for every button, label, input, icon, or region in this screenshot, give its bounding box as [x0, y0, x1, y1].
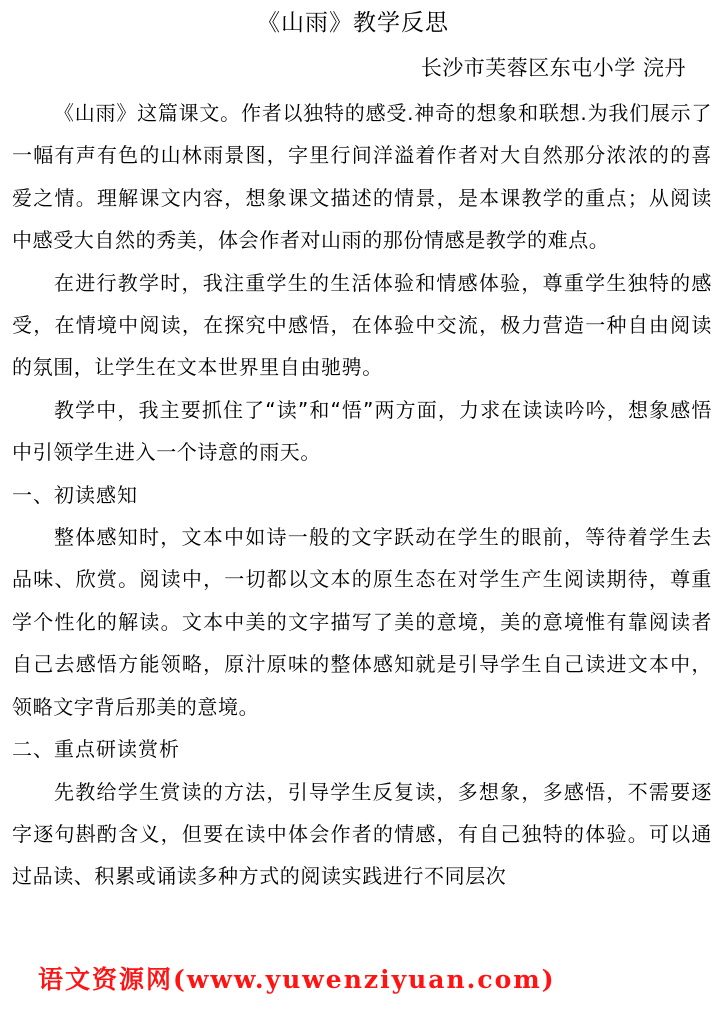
- focus-paragraph: 教学中，我主要抓住了“读”和“悟”两方面，力求在读读吟吟，想象感悟中引领学生进入一个诗意的雨天。: [12, 397, 712, 465]
- document-body: [12, 92, 712, 898]
- method-paragraph: 在进行教学时，我注重学生的生活体验和情感体验，尊重学生独特的感受，在情境中阅读，在探究中感悟，在体验中交流，极力营造一种自由阅读的氛围，让学生在文本世界里自由驰骋。: [12, 270, 712, 380]
- watermark: 语文资源网(www.yuwenziyuan.com): [38, 965, 556, 994]
- intro-paragraph: 《山雨》这篇课文。作者以独特的感受.神奇的想象和联想.为我们展示了一幅有声有色的山林雨景图，字里行间洋溢着作者对大自然那分浓浓的的喜爱之情。理解课文内容，想象课文描述的情景，是本课教学的重点；从阅读中感受大自然的秀美，体会作者对山雨的那份情感是教学的难点。: [12, 101, 712, 253]
- document-title: 《山雨》教学反思: [257, 10, 449, 36]
- section2-paragraph: 先教给学生赏读的方法，引导学生反复读，多想象，多感悟，不需要逐字逐句斟酌含义，但要在读中体会作者的情感，有自己独特的体验。可以通过品读、积累或诵读多种方式的阅读实践进行不同层次: [12, 779, 712, 889]
- section-heading-1: 一、初读感知: [12, 482, 138, 507]
- section-heading-2: 二、重点研读赏析: [12, 737, 180, 762]
- document-author: 长沙市芙蓉区东屯小学 浣丹: [420, 56, 686, 80]
- section1-paragraph: 整体感知时，文本中如诗一般的文字跃动在学生的眼前，等待着学生去品味、欣赏。阅读中，一切都以文本的原生态在对学生产生阅读期待，尊重学个性化的解读。文本中美的文字描写了美的意境，美的意境惟有靠阅读者自己去感悟方能领略，原汁原味的整体感知就是引导学生自己读进文本中，领略文字背后那美的意境。: [12, 525, 712, 719]
